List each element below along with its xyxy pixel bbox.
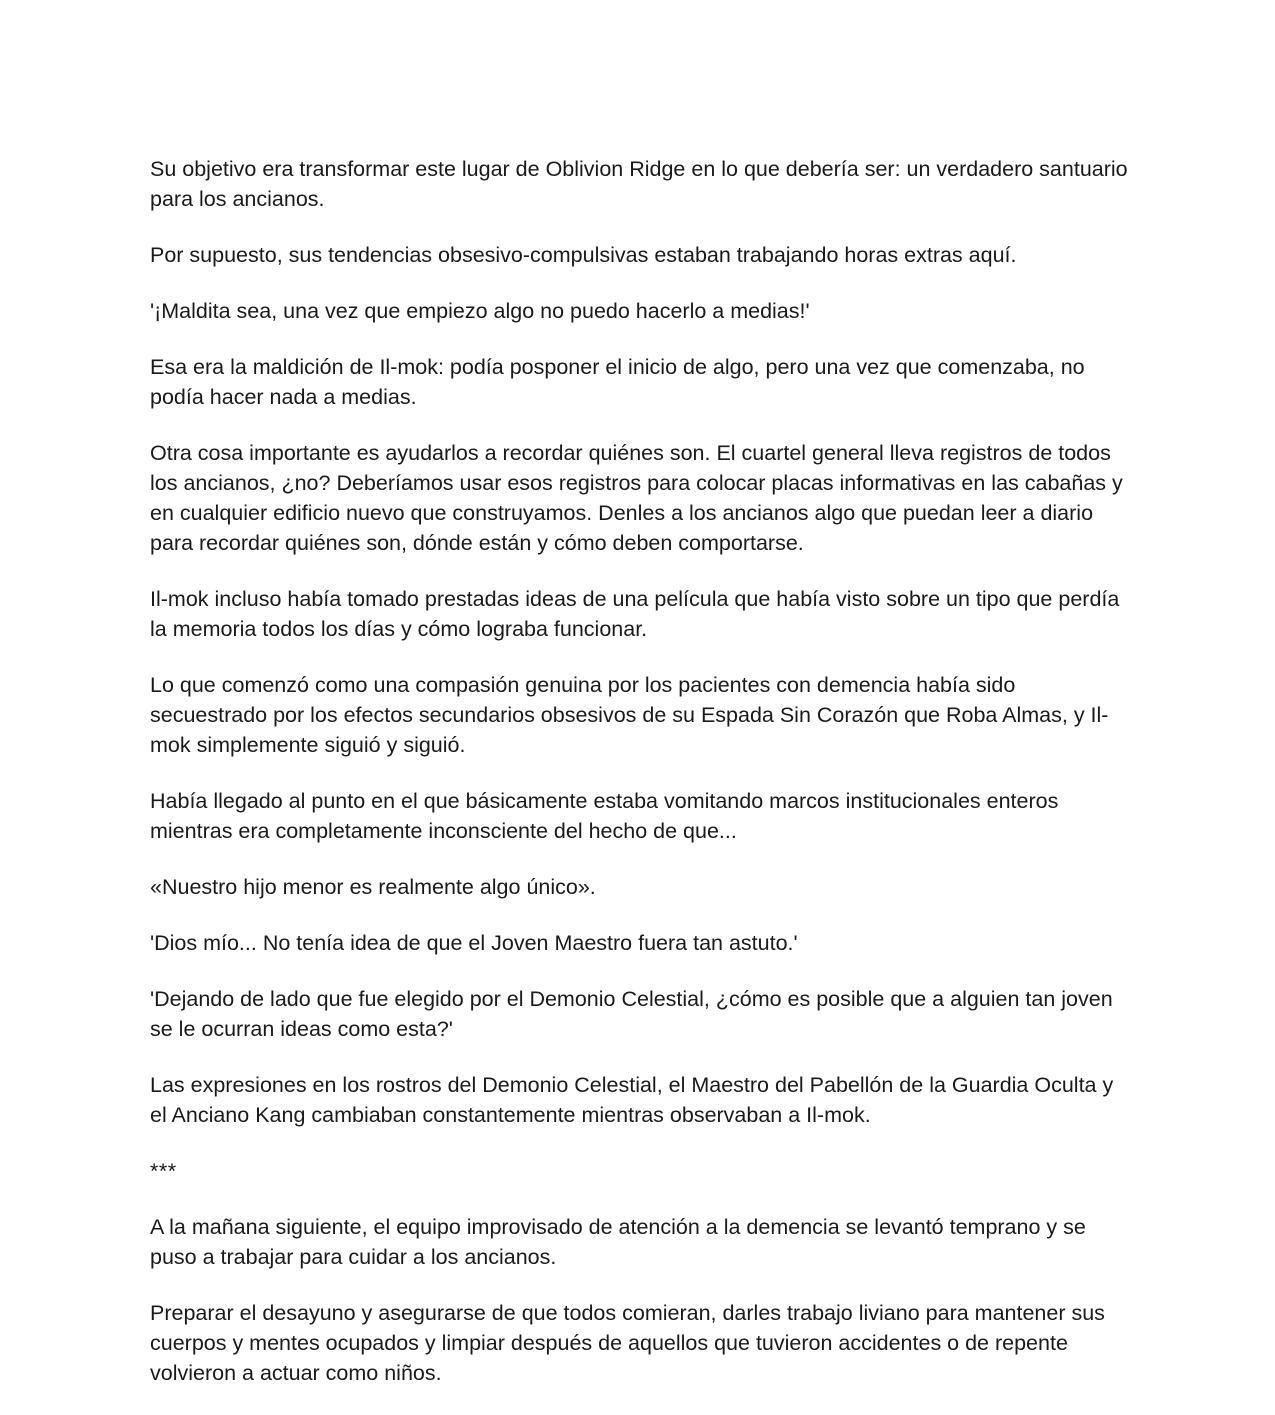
paragraph: 'Dejando de lado que fue elegido por el Demonio Celestial, ¿cómo es posible que a alguien tan joven se le ocurran ideas como esta?': [150, 987, 1113, 1041]
paragraph: Por supuesto, sus tendencias obsesivo-compulsivas estaban trabajando horas extras aquí.: [150, 243, 1017, 267]
paragraph: 'Dios mío... No tenía idea de que el Joven Maestro fuera tan astuto.': [150, 931, 798, 955]
paragraph: Lo que comenzó como una compasión genuina por los pacientes con demencia había sido secuestrado por los efectos secundarios obsesivos de su Espada Sin Corazón que Roba Almas, y Il-mok simplemente siguió y siguió.: [150, 673, 1109, 757]
paragraph: «Nuestro hijo menor es realmente algo único».: [150, 875, 596, 899]
paragraph: Había llegado al punto en el que básicamente estaba vomitando marcos institucionales enteros mientras era completamente inconsciente del hecho de que...: [150, 789, 1059, 843]
paragraph: Su objetivo era transformar este lugar de Oblivion Ridge en lo que debería ser: un verdadero santuario para los ancianos.: [150, 157, 1128, 211]
paragraph: Esa era la maldición de Il-mok: podía posponer el inicio de algo, pero una vez que comenzaba, no podía hacer nada a medias.: [150, 355, 1085, 409]
paragraph: Il-mok incluso había tomado prestadas ideas de una película que había visto sobre un tipo que perdía la memoria todos los días y cómo lograba funcionar.: [150, 587, 1120, 641]
document-body: [150, 154, 1130, 1414]
paragraph: Las expresiones en los rostros del Demonio Celestial, el Maestro del Pabellón de la Guardia Oculta y el Anciano Kang cambiaban constantemente mientras observaban a Il-mok.: [150, 1073, 1114, 1127]
paragraph: Otra cosa importante es ayudarlos a recordar quiénes son. El cuartel general lleva registros de todos los ancianos, ¿no? Deberíamos usar esos registros para colocar placas informativas en las cabañas y en cualquier edificio nuevo que construyamos. Denles a los ancianos algo que puedan leer a diario para recordar quiénes son, dónde están y cómo deben comportarse.: [150, 441, 1123, 555]
scene-break: ***: [150, 1159, 177, 1183]
paragraph: A la mañana siguiente, el equipo improvisado de atención a la demencia se levantó temprano y se puso a trabajar para cuidar a los ancianos.: [150, 1215, 1086, 1269]
paragraph: '¡Maldita sea, una vez que empiezo algo no puedo hacerlo a medias!': [150, 299, 810, 323]
paragraph: Preparar el desayuno y asegurarse de que todos comieran, darles trabajo liviano para mantener sus cuerpos y mentes ocupados y limpiar después de aquellos que tuvieron accidentes o de repente volvieron a actuar como niños.: [150, 1301, 1105, 1385]
